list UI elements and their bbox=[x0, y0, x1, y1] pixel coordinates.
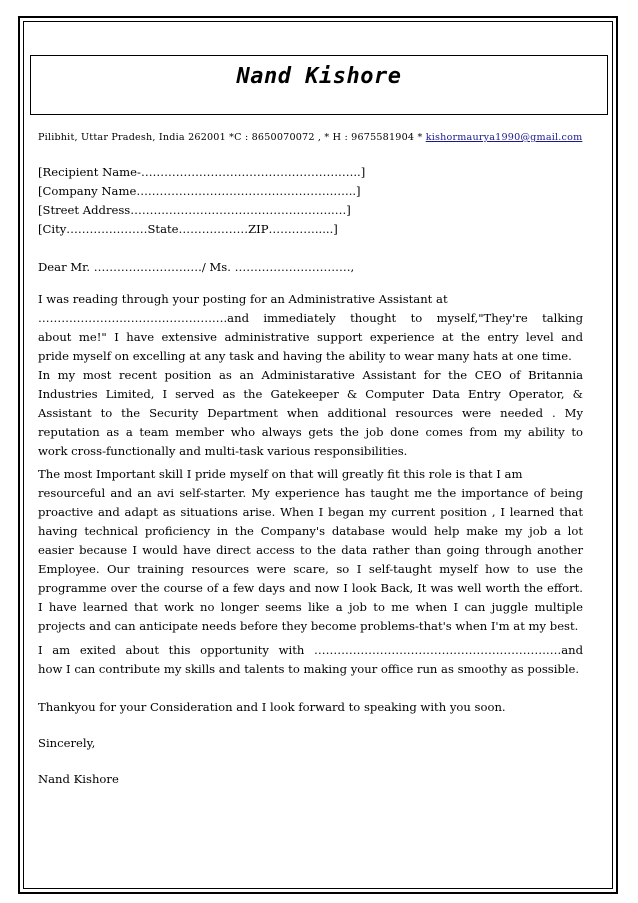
salutation: Dear Mr. ………………………./ Ms. …………………………, bbox=[38, 260, 355, 274]
paragraph-line: Industries Limited, I served as the Gatekeeper & Computer Data Entry Operator, & bbox=[38, 387, 583, 401]
paragraph-line: Assistant to the Security Department when additional resources were needed . My bbox=[38, 406, 583, 420]
paragraph-line: I was reading through your posting for an Administrative Assistant at bbox=[38, 292, 448, 306]
paragraph-2 bbox=[38, 465, 583, 636]
email-link[interactable]: kishormaurya1990@gmail.com bbox=[425, 132, 583, 143]
paragraph-line: resourceful and an avi self-starter. My experience has taught me the importance of being bbox=[38, 486, 583, 500]
paragraph-line: programme over the course of a few days and now I look Back, It was well worth the effort. bbox=[38, 581, 583, 595]
paragraph-line: proactive and adapt as situations arise. When I began my current position , I learned that bbox=[38, 505, 583, 519]
sign-off-block bbox=[38, 734, 583, 753]
paragraph-line: Employee. Our training resources were scare, so I self-taught myself how to use the bbox=[38, 562, 583, 576]
company-name-line: [Company Name………………………………………………...] bbox=[38, 184, 361, 198]
paragraph-line: how I can contribute my skills and talents to making your office run as smoothy as possible. bbox=[38, 662, 580, 676]
paragraph-line: I have learned that work no longer seems like a job to me when I can juggle multiple bbox=[38, 600, 583, 614]
recipient-name-line: [Recipient Name-………………………………………………...] bbox=[38, 165, 366, 179]
closing-block bbox=[38, 698, 583, 717]
signature-name: Nand Kishore bbox=[38, 772, 119, 786]
closing-line: Thankyou for your Consideration and I look forward to speaking with you soon. bbox=[38, 700, 506, 714]
paragraph-line: I am exited about this opportunity with ……………………………………………………….and bbox=[38, 643, 583, 657]
paragraph-line: easier because I would have direct access to the data rather than going through another bbox=[38, 543, 583, 557]
paragraph-line: having technical proficiency in the Company's database would help make my job a lot bbox=[38, 524, 583, 538]
paragraph-line: about me!" I have extensive administrative support experience at the entry level and bbox=[38, 330, 583, 344]
paragraph-line: work cross-functionally and multi-task various responsibilities. bbox=[38, 444, 408, 458]
paragraph-line: projects and can anticipate needs before they become problems-that's when I'm at my best. bbox=[38, 619, 579, 633]
paragraph-line: In my most recent position as an Administarative Assistant for the CEO of Britannia bbox=[38, 368, 583, 382]
contact-line bbox=[38, 132, 628, 143]
paragraph-line: pride myself on excelling at any task and having the ability to wear many hats at one time. bbox=[38, 349, 572, 363]
sign-off: Sincerely, bbox=[38, 736, 96, 750]
signature-block bbox=[38, 770, 583, 789]
street-address-line: [Street Address……………………………………………..…] bbox=[38, 203, 351, 217]
paragraph-line: reputation as a team member who always gets the job done comes from my ability to bbox=[38, 425, 583, 439]
paragraph-line: ………………………………………….and immediately thought to myself,"They're talking bbox=[38, 311, 583, 325]
recipient-block bbox=[38, 163, 583, 239]
city-state-zip-line: [City…………………State………………ZIP………….....] bbox=[38, 222, 338, 236]
salutation-block bbox=[38, 258, 583, 277]
page-title: Nand Kishore bbox=[236, 64, 402, 89]
name-header-box bbox=[30, 55, 608, 115]
paragraph-line: The most Important skill I pride myself on that will greatly fit this role is that I am bbox=[38, 467, 523, 481]
paragraph-1 bbox=[38, 290, 583, 461]
paragraph-3 bbox=[38, 641, 583, 679]
contact-details: Pilibhit, Uttar Pradesh, India 262001 *C : 8650070072 , * H : 9675581904 * bbox=[38, 132, 426, 143]
